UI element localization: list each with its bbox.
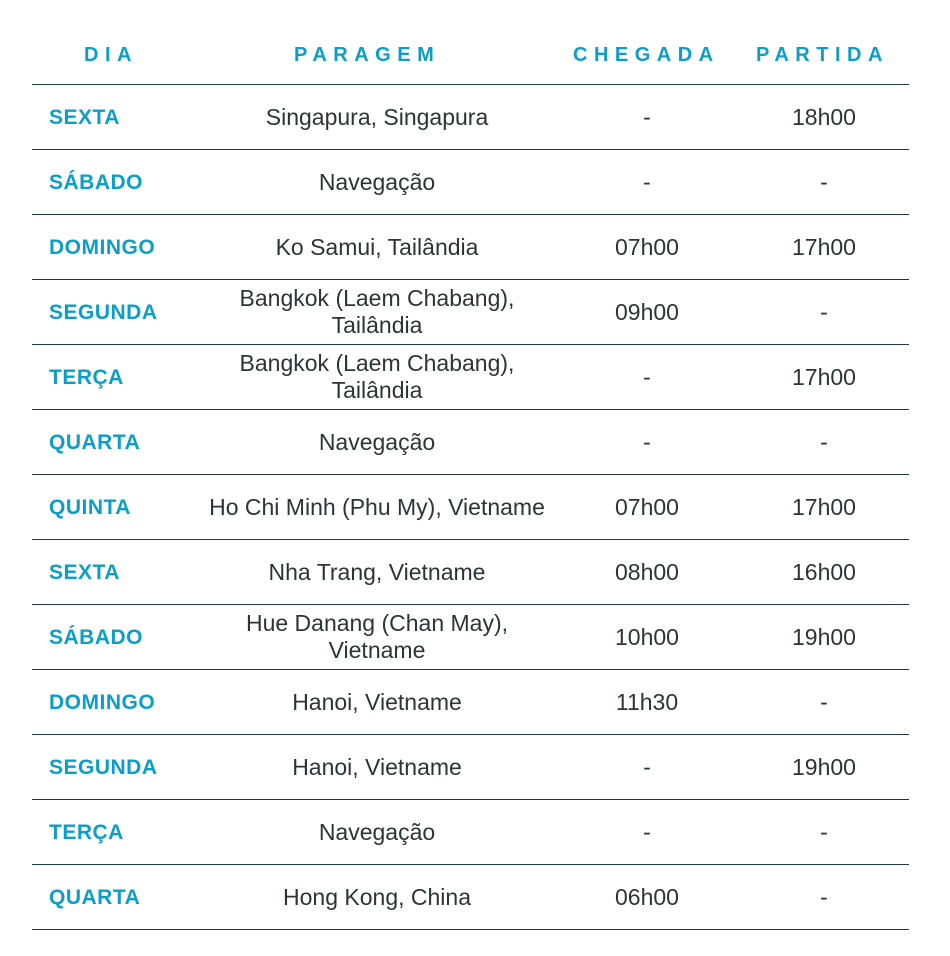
table-row — [32, 280, 909, 345]
header-stop: PARAGEM — [294, 44, 441, 66]
cell-day: SEXTA — [49, 560, 120, 584]
cell-day: QUINTA — [49, 495, 131, 519]
cell-arrival: 08h00 — [615, 558, 679, 585]
cell-stop: Ko Samui, Tailândia — [275, 233, 479, 260]
cell-departure: 17h00 — [792, 493, 856, 520]
cell-day: SEGUNDA — [49, 755, 158, 779]
cell-arrival: - — [643, 363, 651, 390]
cell-departure: - — [820, 298, 828, 325]
cell-day: SÁBADO — [49, 170, 144, 194]
cell-arrival: 07h00 — [615, 493, 679, 520]
cell-arrival: 09h00 — [615, 298, 679, 325]
cell-day: TERÇA — [49, 820, 124, 844]
cell-day: QUARTA — [49, 885, 141, 909]
cell-arrival: - — [643, 753, 651, 780]
header-departure: PARTIDA — [756, 44, 889, 66]
table-row — [32, 475, 909, 540]
header-arrival: CHEGADA — [573, 44, 720, 66]
cell-departure: 16h00 — [792, 558, 856, 585]
table-row — [32, 670, 909, 735]
cell-arrival: 10h00 — [615, 623, 679, 650]
cell-arrival: - — [643, 168, 651, 195]
table-row — [32, 410, 909, 475]
table-row — [32, 150, 909, 215]
cell-day: QUARTA — [49, 430, 141, 454]
cell-stop: Navegação — [318, 168, 436, 195]
cell-departure: 17h00 — [792, 233, 856, 260]
table-row — [32, 345, 909, 410]
cell-departure: - — [820, 688, 828, 715]
cell-stop: Singapura, Singapura — [265, 103, 489, 130]
cell-departure: - — [820, 818, 828, 845]
table-row — [32, 800, 909, 865]
cell-stop: Bangkok (Laem Chabang), Tailândia — [239, 285, 515, 338]
table-row — [32, 85, 909, 150]
table-body — [32, 85, 909, 930]
cell-stop: Nha Trang, Vietname — [268, 558, 486, 585]
cell-departure: 18h00 — [792, 103, 856, 130]
cell-stop: Ho Chi Minh (Phu My), Vietname — [209, 493, 545, 520]
cell-stop: Hanoi, Vietname — [292, 753, 462, 780]
cell-departure: 17h00 — [792, 363, 856, 390]
cell-day: SEXTA — [49, 105, 120, 129]
cell-day: DOMINGO — [49, 235, 156, 259]
cell-arrival: - — [643, 103, 651, 130]
table-header — [32, 36, 909, 85]
table-row — [32, 865, 909, 930]
cell-day: TERÇA — [49, 365, 124, 389]
header-day: DIA — [84, 44, 138, 66]
table-row — [32, 605, 909, 670]
cell-arrival: - — [643, 428, 651, 455]
cell-stop: Hong Kong, China — [283, 883, 471, 910]
cell-departure: - — [820, 168, 828, 195]
cell-day: SEGUNDA — [49, 300, 158, 324]
cell-stop: Navegação — [318, 818, 436, 845]
table-row — [32, 540, 909, 605]
table-row — [32, 735, 909, 800]
cell-stop: Navegação — [318, 428, 436, 455]
cell-stop: Hanoi, Vietname — [292, 688, 462, 715]
cell-departure: 19h00 — [792, 623, 856, 650]
cell-arrival: - — [643, 818, 651, 845]
cell-departure: - — [820, 428, 828, 455]
cell-day: DOMINGO — [49, 690, 156, 714]
cell-departure: 19h00 — [792, 753, 856, 780]
cell-arrival: 06h00 — [615, 883, 679, 910]
cell-departure: - — [820, 883, 828, 910]
cell-stop: Bangkok (Laem Chabang), Tailândia — [239, 350, 515, 403]
cell-arrival: 07h00 — [615, 233, 679, 260]
cell-arrival: 11h30 — [615, 688, 679, 715]
cell-stop: Hue Danang (Chan May), Vietname — [245, 610, 509, 663]
cell-day: SÁBADO — [49, 625, 144, 649]
table-row — [32, 215, 909, 280]
